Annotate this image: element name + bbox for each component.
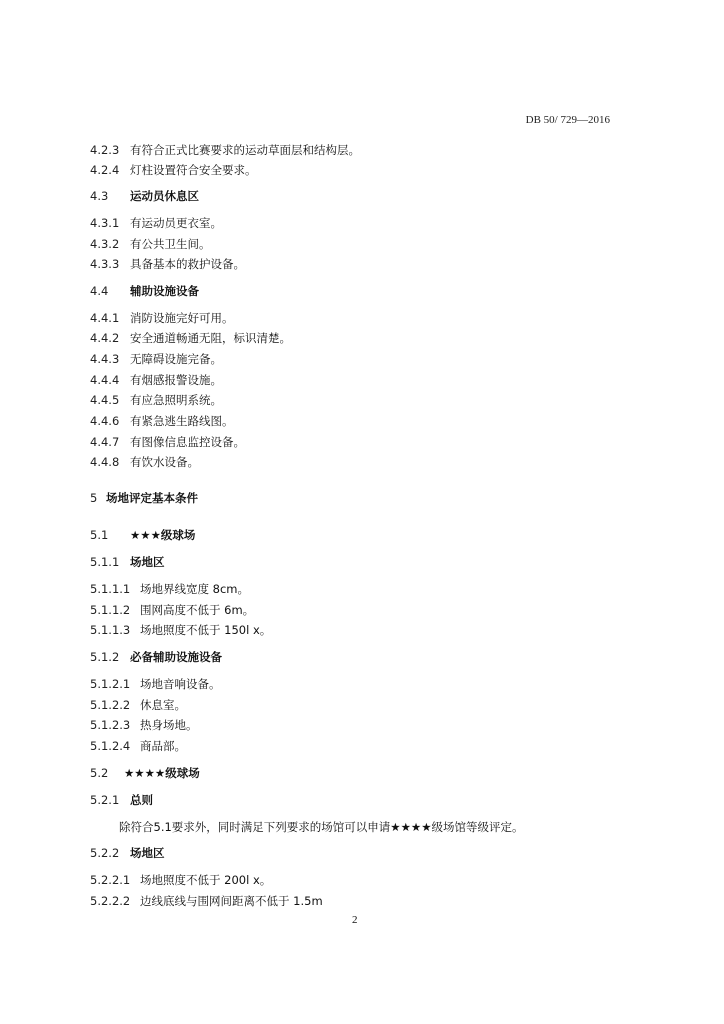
clause-number: 4.3.3 <box>90 257 120 271</box>
heading-text: 场地区 <box>130 846 165 860</box>
heading-text: ★★★★级球场 <box>124 766 200 780</box>
clause-4-2-4 <box>90 162 257 178</box>
clause-number: 5.1.1.1 <box>90 582 131 596</box>
clause-number: 5.2.2.1 <box>90 873 131 887</box>
clause-4-4-1 <box>90 310 234 326</box>
clause-number: 4.3 <box>90 189 109 203</box>
clause-text: 热身场地。 <box>140 718 198 732</box>
clause-4-3-2 <box>90 236 211 252</box>
clause-number: 5.1.2.3 <box>90 718 131 732</box>
clause-number: 5.2.2.2 <box>90 894 131 908</box>
clause-number: 5.1.2.4 <box>90 739 131 753</box>
clause-text: 安全通道畅通无阻，标识清楚。 <box>130 331 291 345</box>
clause-4-2-3 <box>90 142 360 158</box>
clause-5-1-1-3 <box>90 622 271 638</box>
clause-number: 5.1.1 <box>90 555 120 569</box>
heading-5 <box>90 490 198 506</box>
heading-5-2 <box>90 765 200 781</box>
heading-4-4 <box>90 283 199 299</box>
clause-text: 休息室。 <box>140 698 186 712</box>
clause-text: 边线底线与围网间距离不低于 1.5m <box>140 894 323 908</box>
clause-text: 场地音响设备。 <box>140 677 221 691</box>
clause-4-4-6 <box>90 413 234 429</box>
clause-number: 5.1 <box>90 528 109 542</box>
heading-text: 场地区 <box>130 555 165 569</box>
clause-number: 5.1.1.3 <box>90 623 131 637</box>
clause-text: 具备基本的救护设备。 <box>130 257 245 271</box>
clause-5-2-2-2 <box>90 893 323 909</box>
clause-text: 灯柱设置符合安全要求。 <box>130 163 257 177</box>
clause-5-1-2-2 <box>90 697 186 713</box>
clause-text: 有公共卫生间。 <box>130 237 211 251</box>
clause-number: 4.2.4 <box>90 163 120 177</box>
clause-number: 4.4.2 <box>90 331 120 345</box>
clause-4-4-3 <box>90 351 222 367</box>
clause-text: 有紧急逃生路线图。 <box>130 414 234 428</box>
clause-text: 场地照度不低于 150l x。 <box>140 623 272 637</box>
clause-number: 5.1.2.1 <box>90 677 131 691</box>
heading-5-1-1 <box>90 554 165 570</box>
clause-text: 无障碍设施完备。 <box>130 352 222 366</box>
heading-5-2-1 <box>90 792 153 808</box>
clause-number: 4.3.1 <box>90 216 120 230</box>
clause-text: 商品部。 <box>140 739 186 753</box>
clause-5-1-1-2 <box>90 602 254 618</box>
clause-number: 4.4.7 <box>90 435 120 449</box>
clause-4-4-5 <box>90 392 222 408</box>
clause-text: 场地界线宽度 8cm。 <box>140 582 249 596</box>
heading-4-3 <box>90 188 199 204</box>
clause-4-3-3 <box>90 256 245 272</box>
clause-5-2-2-1 <box>90 872 271 888</box>
heading-text: 场地评定基本条件 <box>106 491 198 505</box>
clause-number: 4.4.3 <box>90 352 120 366</box>
clause-text: 有运动员更衣室。 <box>130 216 222 230</box>
clause-number: 5.2 <box>90 766 109 780</box>
clause-number: 5.1.1.2 <box>90 603 131 617</box>
heading-text: ★★★级球场 <box>130 528 196 542</box>
heading-5-2-2 <box>90 845 165 861</box>
clause-number: 4.3.2 <box>90 237 120 251</box>
clause-5-1-2-4 <box>90 738 186 754</box>
clause-text: 有符合正式比赛要求的运动草面层和结构层。 <box>130 143 360 157</box>
clause-number: 5.2.2 <box>90 846 120 860</box>
clause-text: 围网高度不低于 6m。 <box>140 603 255 617</box>
clause-text: 有烟感报警设施。 <box>130 373 222 387</box>
clause-5-1-1-1 <box>90 581 249 597</box>
clause-number: 5 <box>90 491 98 505</box>
clause-number: 4.4.4 <box>90 373 120 387</box>
clause-number: 4.4.8 <box>90 455 120 469</box>
clause-number: 4.4.1 <box>90 311 120 325</box>
clause-5-1-2-1 <box>90 676 221 692</box>
clause-4-4-7 <box>90 434 245 450</box>
clause-number: 5.2.1 <box>90 793 120 807</box>
clause-5-1-2-3 <box>90 717 198 733</box>
clause-number: 5.1.2.2 <box>90 698 131 712</box>
clause-text: 有饮水设备。 <box>130 455 199 469</box>
clause-number: 4.4.6 <box>90 414 120 428</box>
clause-4-4-2 <box>90 330 291 346</box>
heading-text: 运动员休息区 <box>130 189 199 203</box>
document-code-header: DB 50/ 729—2016 <box>525 114 610 126</box>
clause-number: 4.4 <box>90 284 109 298</box>
clause-4-4-8 <box>90 454 199 470</box>
heading-text: 总则 <box>130 793 153 807</box>
heading-text: 必备辅助设施设备 <box>130 650 222 664</box>
clause-text: 消防设施完好可用。 <box>130 311 234 325</box>
clause-4-3-1 <box>90 215 222 231</box>
heading-text: 辅助设施设备 <box>130 284 199 298</box>
clause-text: 有图像信息监控设备。 <box>130 435 245 449</box>
clause-number: 5.1.2 <box>90 650 120 664</box>
heading-5-1-2 <box>90 649 222 665</box>
clause-4-4-4 <box>90 372 222 388</box>
clause-text: 有应急照明系统。 <box>130 393 222 407</box>
clause-text: 场地照度不低于 200l x。 <box>140 873 272 887</box>
clause-number: 4.2.3 <box>90 143 120 157</box>
heading-5-1 <box>90 527 195 543</box>
page-number: 2 <box>352 914 358 926</box>
general-paragraph: 除符合5.1要求外，同时满足下列要求的场馆可以申请★★★★级场馆等级评定。 <box>119 820 524 834</box>
clause-number: 4.4.5 <box>90 393 120 407</box>
